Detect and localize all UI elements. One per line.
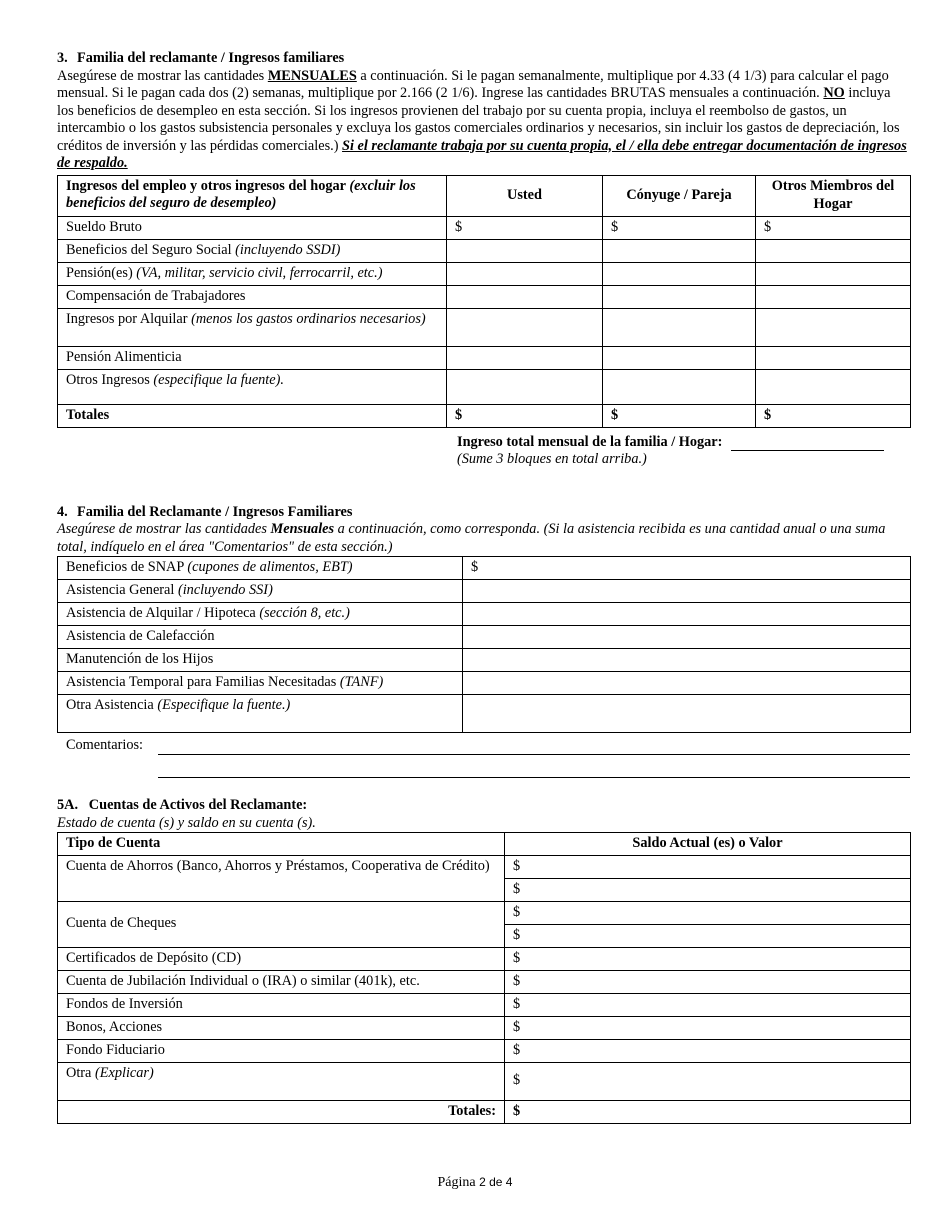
- asset-row: [58, 1016, 911, 1039]
- asset-row: [58, 1039, 911, 1062]
- col-account-type: Tipo de Cuenta: [58, 833, 505, 856]
- income-you-field[interactable]: [447, 369, 603, 404]
- assistance-label: Asistencia de Calefacción: [58, 626, 463, 649]
- income-row: [58, 216, 911, 239]
- assistance-label: Manutención de los Hijos: [58, 649, 463, 672]
- asset-balance-field[interactable]: $: [505, 855, 911, 878]
- income-row: [58, 262, 911, 285]
- comments-area: [57, 737, 910, 778]
- assistance-field[interactable]: $: [463, 557, 911, 580]
- income-you-field[interactable]: [447, 239, 603, 262]
- income-you-field[interactable]: [447, 285, 603, 308]
- comments-label: Comentarios:: [66, 737, 144, 753]
- asset-label-trust: Fondo Fiduciario: [58, 1039, 505, 1062]
- section-3-title: 3. Familia del reclamante / Ingresos familiares: [57, 50, 345, 66]
- income-others-field[interactable]: [756, 346, 911, 369]
- assistance-field[interactable]: [463, 649, 911, 672]
- income-row-label: Otros Ingresos (especifique la fuente).: [58, 369, 447, 404]
- household-total-label: Ingreso total mensual de la familia / Hogar:: [457, 433, 723, 450]
- assistance-table: [57, 556, 911, 733]
- asset-balance-field[interactable]: $: [505, 1062, 911, 1100]
- col-spouse: Cónyuge / Pareja: [603, 175, 756, 216]
- assistance-row: [58, 603, 911, 626]
- section-5a: [57, 797, 910, 1124]
- asset-balance-field[interactable]: $: [505, 1039, 911, 1062]
- col-balance: Saldo Actual (es) o Valor: [505, 833, 911, 856]
- asset-label-checking: Cuenta de Cheques: [58, 901, 505, 947]
- income-spouse-field[interactable]: [603, 285, 756, 308]
- col-others: Otros Miembros del Hogar: [756, 175, 911, 216]
- assistance-field[interactable]: [463, 603, 911, 626]
- income-spouse-field[interactable]: [603, 369, 756, 404]
- income-row-label: Pensión Alimenticia: [58, 346, 447, 369]
- assistance-row: [58, 580, 911, 603]
- assistance-row: [58, 649, 911, 672]
- asset-balance-field[interactable]: $: [505, 993, 911, 1016]
- assistance-label: Asistencia Temporal para Familias Necesitadas (TANF): [58, 672, 463, 695]
- asset-row: [58, 947, 911, 970]
- asset-balance-field[interactable]: $: [505, 1016, 911, 1039]
- col-you: Usted: [447, 175, 603, 216]
- income-totals-row: [58, 404, 911, 427]
- assets-totals-label: Totales:: [58, 1100, 505, 1123]
- assistance-label: Asistencia General (incluyendo SSI): [58, 580, 463, 603]
- comments-line[interactable]: [158, 755, 910, 778]
- section-4-instructions: Asegúrese de mostrar las cantidades Mensuales a continuación, como corresponda. (Si la asistencia recibida es una cantidad anual o una suma total, indíquelo en el área "Comentarios" de esta sección.): [57, 521, 886, 555]
- household-total-field[interactable]: [731, 436, 884, 451]
- asset-label-bonds: Bonos, Acciones: [58, 1016, 505, 1039]
- income-row: [58, 239, 911, 262]
- section-4: [57, 504, 910, 779]
- income-spouse-field[interactable]: [603, 239, 756, 262]
- income-others-field[interactable]: [756, 285, 911, 308]
- asset-row: [58, 993, 911, 1016]
- section-3-instructions: Asegúrese de mostrar las cantidades MENSUALES a continuación. Si le pagan semanalmente, multiplique por 4.33 (4 1/3) para calcular el pago mensual. Si le pagan cada dos (2) semanas, multiplique por 2.166 (2 1/6). Ingrese las cantidades BRUTAS mensuales a continuación. NO incluya los beneficios de desempleo en esta sección. Si los ingresos provienen del trabajo por su cuenta propia, incluya el reembolso de gastos, un intercambio o los gastos subsistencia personales y excluya los gastos comerciales ordinarios y necesarios, sin incluir los gastos de depreciación, los créditos de inversión y las pérdidas comerciales.) Si el reclamante trabaja por su cuenta propia, el / ella debe entregar documentación de ingresos de respaldo.: [57, 67, 907, 171]
- income-others-field[interactable]: [756, 369, 911, 404]
- income-row: [58, 308, 911, 346]
- income-header-main: Ingresos del empleo y otros ingresos del hogar (excluir los beneficios del seguro de desempleo): [58, 175, 447, 216]
- assistance-label: Otra Asistencia (Especifique la fuente.): [58, 695, 463, 733]
- assistance-row: [58, 626, 911, 649]
- form-page: [57, 50, 910, 1124]
- income-row-label: Pensión(es) (VA, militar, servicio civil, ferrocarril, etc.): [58, 262, 447, 285]
- asset-balance-field[interactable]: $: [505, 878, 911, 901]
- income-spouse-field[interactable]: [603, 308, 756, 346]
- income-others-field[interactable]: [756, 262, 911, 285]
- section-5a-subtitle: Estado de cuenta (s) y saldo en su cuenta (s).: [57, 814, 316, 831]
- income-others-field[interactable]: [756, 239, 911, 262]
- income-row: [58, 285, 911, 308]
- assistance-row: [58, 557, 911, 580]
- assistance-field[interactable]: [463, 580, 911, 603]
- assistance-field[interactable]: [463, 695, 911, 733]
- asset-row: [58, 970, 911, 993]
- assistance-row: [58, 672, 911, 695]
- income-you-field[interactable]: [447, 262, 603, 285]
- asset-row: [58, 855, 911, 878]
- income-others-field[interactable]: $: [756, 216, 911, 239]
- assets-totals-row: [58, 1100, 911, 1123]
- section-4-title: 4. Familia del Reclamante / Ingresos Familiares: [57, 503, 353, 520]
- income-row-label: Ingresos por Alquilar (menos los gastos ordinarios necesarios): [58, 308, 447, 346]
- income-table: [57, 175, 911, 428]
- income-spouse-field[interactable]: [603, 262, 756, 285]
- income-others-field[interactable]: [756, 308, 911, 346]
- income-you-field[interactable]: $: [447, 216, 603, 239]
- asset-balance-field[interactable]: $: [505, 901, 911, 924]
- assistance-field[interactable]: [463, 672, 911, 695]
- asset-row: [58, 901, 911, 924]
- asset-label-cd: Certificados de Depósito (CD): [58, 947, 505, 970]
- income-row: [58, 369, 911, 404]
- section-3: [57, 50, 910, 469]
- income-spouse-field[interactable]: $: [603, 216, 756, 239]
- household-total: [57, 434, 910, 469]
- total-spouse-field[interactable]: $: [603, 404, 756, 427]
- assistance-label: Beneficios de SNAP (cupones de alimentos, EBT): [58, 557, 463, 580]
- income-row: [58, 346, 911, 369]
- comments-line[interactable]: [158, 737, 910, 755]
- total-others-field[interactable]: $: [756, 404, 911, 427]
- assistance-row: [58, 695, 911, 733]
- income-you-field[interactable]: [447, 308, 603, 346]
- assistance-label: Asistencia de Alquilar / Hipoteca (sección 8, etc.): [58, 603, 463, 626]
- income-you-field[interactable]: [447, 346, 603, 369]
- page-number: Página 2 de 4: [437, 1175, 513, 1190]
- income-row-label: Sueldo Bruto: [58, 216, 447, 239]
- household-total-note: (Sume 3 bloques en total arriba.): [457, 451, 647, 467]
- asset-balance-field[interactable]: $: [505, 924, 911, 947]
- assistance-field[interactable]: [463, 626, 911, 649]
- asset-balance-field[interactable]: $: [505, 970, 911, 993]
- assets-table: [57, 832, 911, 1124]
- total-you-field[interactable]: $: [447, 404, 603, 427]
- asset-balance-field[interactable]: $: [505, 947, 911, 970]
- asset-label-ira: Cuenta de Jubilación Individual o (IRA) o similar (401k), etc.: [58, 970, 505, 993]
- asset-label-funds: Fondos de Inversión: [58, 993, 505, 1016]
- income-spouse-field[interactable]: [603, 346, 756, 369]
- asset-label-savings: Cuenta de Ahorros (Banco, Ahorros y Préstamos, Cooperativa de Crédito): [58, 855, 505, 901]
- asset-label-other: Otra (Explicar): [58, 1062, 505, 1100]
- income-row-label: Beneficios del Seguro Social (incluyendo SSDI): [58, 239, 447, 262]
- income-totals-label: Totales: [58, 404, 447, 427]
- section-5a-title: 5A. Cuentas de Activos del Reclamante:: [57, 797, 308, 813]
- asset-row: [58, 1062, 911, 1100]
- assets-total-field[interactable]: $: [505, 1100, 911, 1123]
- income-row-label: Compensación de Trabajadores: [58, 285, 447, 308]
